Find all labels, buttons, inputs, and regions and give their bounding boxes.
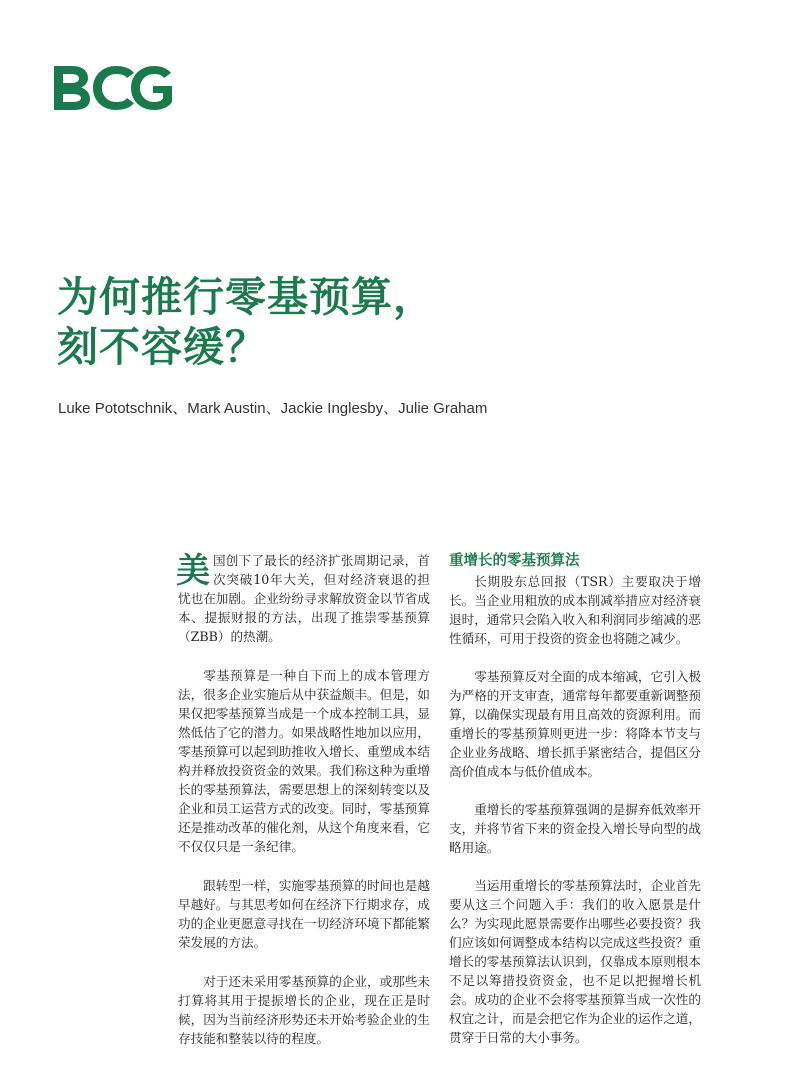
- body-paragraph: 长期股东总回报（TSR）主要取决于增长。当企业用粗放的成本削减举措应对经济衰退时，通常只会陷入收入和利润同步缩减的恶性循环，可用于投资的资金也将随之减少。: [449, 574, 701, 646]
- title-line-2: 刻不容缓？: [57, 323, 267, 371]
- page-title: [57, 272, 757, 372]
- body-paragraph: 当运用重增长的零基预算法时，企业首先要从这三个问题入手：我们的收入愿景是什么？为实现此愿景需要作出哪些必要投资？我们应该如何调整成本结构以完成这些投资？重增长的零基预算法认识到，仅靠成本原则根本不足以筹措投资资金，也不足以把握增长机会。成功的企业不会将零基预算当成一次性的权宜之计，而是会把它作为企业的运作之道，贯穿于日常的大小事务。: [449, 878, 701, 1045]
- body-paragraph: 对于还未采用零基预算的企业，或那些未打算将其用于提振增长的企业，现在正是时候，因为当前经济形势还未开始考验企业的生存技能和整装以待的程度。: [178, 974, 430, 1046]
- intro-paragraph: [178, 551, 430, 646]
- authors: Luke Pototschnik、Mark Austin、Jackie Inglesby、Julie Graham: [58, 400, 488, 417]
- right-column: [449, 551, 701, 1066]
- body-paragraph: 重增长的零基预算强调的是摒弃低效率开支，并将节省下来的资金投入增长导向型的战略用途。: [449, 802, 701, 855]
- body-paragraph: 零基预算反对全面的成本缩减，它引入极为严格的开支审查，通常每年都要重新调整预算，以确保实现最有用且高效的资源利用。而重增长的零基预算则更进一步：将降本节支与企业业务战略、增长抓手紧密结合，提倡区分高价值成本与低价值成本。: [449, 669, 701, 779]
- left-column: [178, 551, 430, 1068]
- section-heading: 重增长的零基预算法: [449, 552, 580, 569]
- intro-paragraph-text: 国创下了最长的经济扩张周期记录，首次突破10年大关，但对经济衰退的担忧也在加剧。企业纷纷寻求解放资金以节省成本、提振财报的方法，出现了推崇零基预算（ZBB）的热潮。: [178, 553, 430, 644]
- body-paragraph: 跟转型一样，实施零基预算的时间也是越早越好。与其思考如何在经济下行期求存，成功的企业更愿意寻找在一切经济环境下都能繁荣发展的方法。: [178, 878, 430, 950]
- drop-cap: 美: [176, 551, 210, 591]
- bcg-logo-mark: [54, 64, 172, 112]
- body-paragraph: 零基预算是一种自下而上的成本管理方法，很多企业实施后从中获益颇丰。但是，如果仅把零基预算当成是一个成本控制工具，显然低估了它的潜力。如果战略性地加以应用，零基预算可以起到助推收入增长、重塑成本结构并释放投资资金的效果。我们称这种为重增长的零基预算法，需要思想上的深刻转变以及企业和员工运营方式的改变。同时，零基预算还是推动改革的催化剂，从这个角度来看，它不仅仅只是一条纪律。: [178, 668, 430, 854]
- title-line-1: 为何推行零基预算，: [57, 273, 435, 321]
- bcg-logo: [54, 64, 172, 112]
